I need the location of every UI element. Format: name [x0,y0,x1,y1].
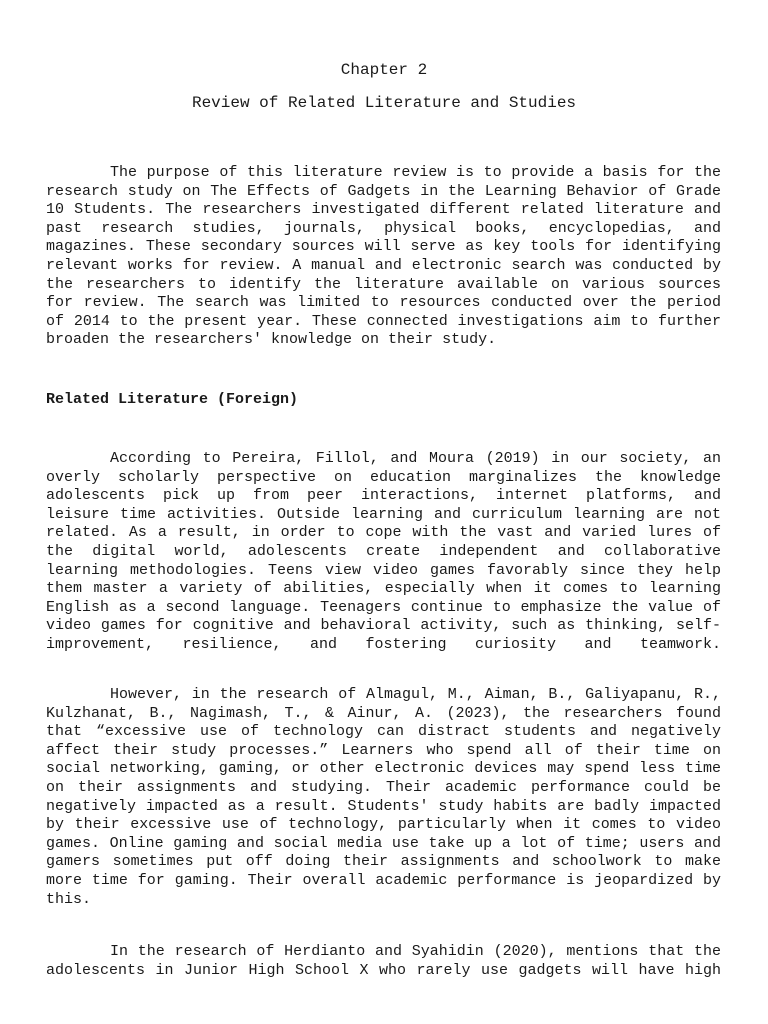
paragraph-almagul [46,686,721,909]
paragraph-line: research study on The Effects of Gadgets in the Learning Behavior of Grade [46,182,721,200]
paragraph-line: more time for gaming. Their overall academic performance is jeopardized by [46,871,721,889]
paragraph-line: negatively impacted as a result. Students' study habits are badly impacted [46,797,721,815]
paragraph-line: The purpose of this literature review is to provide a basis for the [110,164,721,181]
paragraph-line: of 2014 to the present year. These connected investigations aim to further [46,312,721,330]
paragraph-line: affect their study processes.” Learners who spend all of their time on [46,741,721,759]
paragraph-line: that “excessive use of technology can distract students and negatively [46,723,721,741]
paragraph-line: gamers sometimes put off doing their assignments and schoolwork to make [46,853,721,871]
paragraph-line: improvement, resilience, and fostering curiosity and teamwork. [46,635,721,653]
paragraph-line: this. [46,890,92,908]
paragraph-line: them master a variety of abilities, especially when it comes to learning [46,580,721,598]
paragraph-line: English as a second language. Teenagers continue to emphasize the value of [46,598,721,616]
paragraph-line: leisure time activities. Outside learning and curriculum learning are not [46,505,721,523]
paragraph-line: 10 Students. The researchers investigated different related literature and [46,201,721,219]
paragraph-line: broaden the researchers' knowledge on their study. [46,331,497,349]
paragraph-line: learning methodologies. Teens view video games favorably since they help [46,561,721,579]
chapter-title: Review of Related Literature and Studies [191,94,577,112]
paragraph-line: the digital world, adolescents create independent and collaborative [46,542,721,560]
paragraph-line: video games for cognitive and behavioral activity, such as thinking, self- [46,617,721,635]
paragraph-intro [46,164,721,350]
paragraph-line: by their excessive use of technology, particularly when it comes to video [46,816,721,834]
paragraph-line: on their assignments and studying. Their academic performance could be [46,778,721,796]
paragraph-pereira [46,450,721,655]
paragraph-line: adolescents in Junior High School X who rarely use gadgets will have high [46,961,721,979]
paragraph-line: magazines. These secondary sources will serve as key tools for identifying [46,238,721,256]
section-heading: Related Literature (Foreign) [46,391,299,408]
paragraph-line: adolescents pick up from peer interactions, internet platforms, and [46,487,721,505]
paragraph-line: According to Pereira, Fillol, and Moura (2019) in our society, an [110,450,721,467]
paragraph-herdianto [46,943,721,980]
paragraph-line: social networking, gaming, or other electronic devices may spend less time [46,760,721,778]
paragraph-line: related. As a result, in order to cope with the vast and varied lures of [46,524,721,542]
paragraph-line: games. Online gaming and social media use take up a lot of time; users and [46,834,721,852]
chapter-label: Chapter 2 [340,61,428,79]
paragraph-line: past research studies, journals, physical books, encyclopedias, and [46,219,721,237]
paragraph-line: overly scholarly perspective on education marginalizes the knowledge [46,468,721,486]
paragraph-line: Kulzhanat, B., Nagimash, T., & Ainur, A. (2023), the researchers found [46,704,721,722]
paragraph-line: for review. The search was limited to resources conducted over the period [46,294,721,312]
paragraph-line: However, in the research of Almagul, M., Aiman, B., Galiyapanu, R., [110,686,721,703]
paragraph-line: In the research of Herdianto and Syahidin (2020), mentions that the [110,943,721,960]
paragraph-line: relevant works for review. A manual and electronic search was conducted by [46,256,721,274]
paragraph-line: the researchers to identify the literature available on various sources [46,275,721,293]
